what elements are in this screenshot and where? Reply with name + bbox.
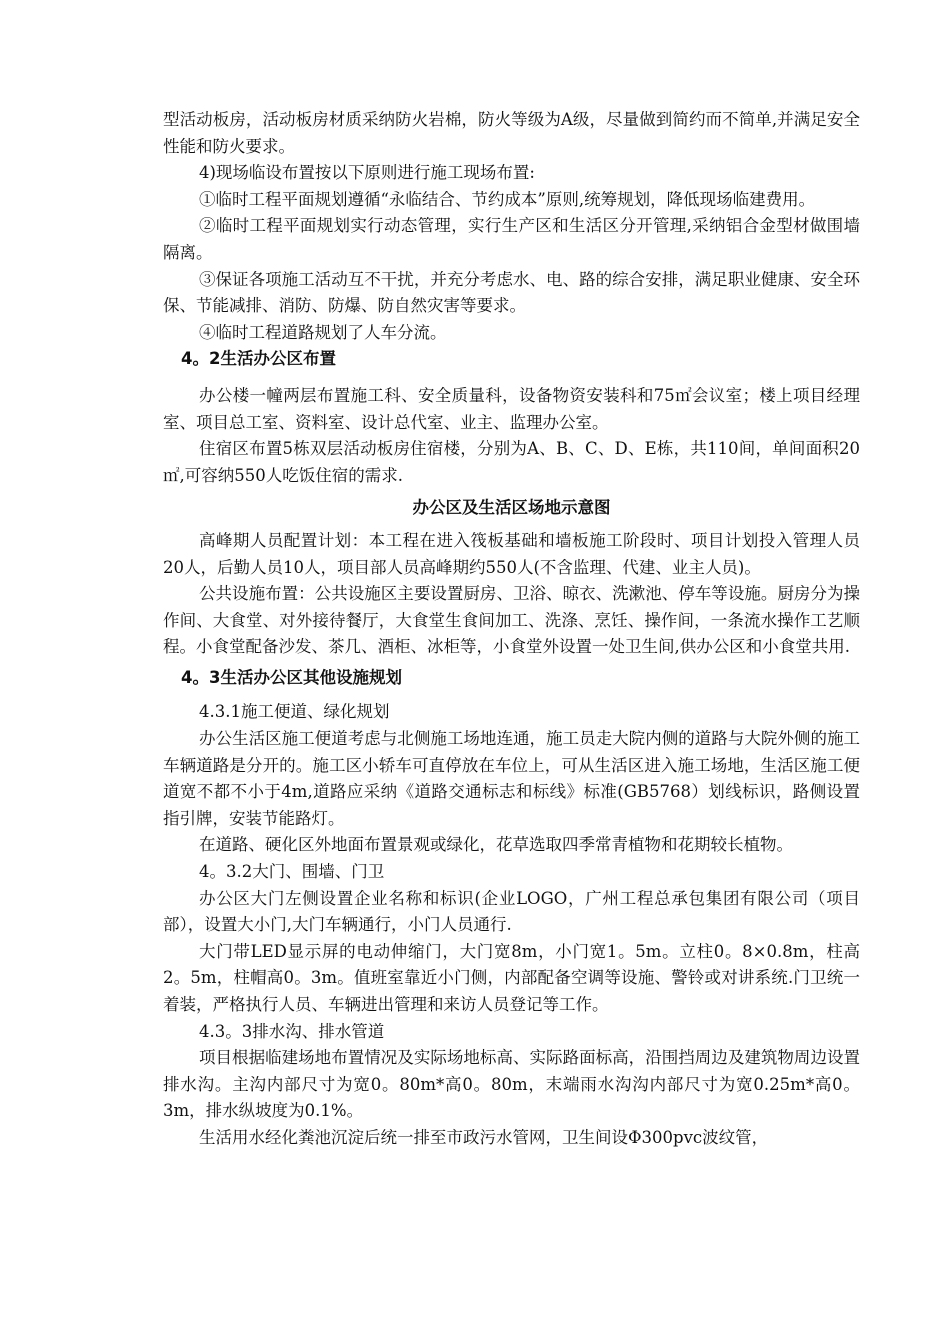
- paragraph-principle-4: ④临时工程道路规划了人车分流。: [199, 322, 447, 342]
- document-page: [163, 107, 860, 1152]
- paragraph-gate-spec: 大门带LED显示屏的电动伸缩门，大门宽8m，小门宽1。5m。立柱0。8×0.8m，柱高2。5m，柱帽高0。3m。值班室靠近小门侧，内部配备空调等设施、警铃或对讲系统.门卫统一着装，严格执行人员、车辆进出管理和来访人员登记等工作。: [163, 941, 860, 1014]
- paragraph-office-building: 办公楼一幢两层布置施工科、安全质量科，设备物资安装科和75㎡会议室；楼上项目经理室、项目总工室、资料室、设计总代室、业主、监理办公室。: [163, 385, 860, 432]
- paragraph-dormitory: 住宿区布置5栋双层活动板房住宿楼，分别为A、B、C、D、E栋，共110间，单间面积20㎡,可容纳550人吃饭住宿的需求.: [163, 439, 860, 485]
- paragraph-staffing-plan: 高峰期人员配置计划：本工程在进入筏板基础和墙板施工阶段时、项目计划投入管理人员20人，后勤人员10人，项目部人员高峰期约550人(不含监理、代建、业主人员)。: [163, 530, 860, 577]
- paragraph-board-house: 型活动板房，活动板房材质采纳防火岩棉，防火等级为A级，尽量做到简约而不简单,并满足安全性能和防火要求。: [163, 110, 860, 156]
- paragraph-drainage-ditch: 项目根据临建场地布置情况及实际场地标高、实际路面标高，沿围挡周边及建筑物周边设置排水沟。主沟内部尺寸为宽0。80m*高0。80m，末端雨水沟沟内部尺寸为宽0.25m*高0。3m，排水纵坡度为0.1%。: [163, 1048, 860, 1121]
- paragraph-public-facilities: 公共设施布置：公共设施区主要设置厨房、卫浴、晾衣、洗漱池、停车等设施。厨房分为操作间、大食堂、对外接待餐厅，大食堂生食间加工、洗涤、烹饪、操作间，一条流水操作工艺顺程。小食堂配备沙发、茶几、酒柜、冰柜等，小食堂外设置一处卫生间,供办公区和小食堂共用.: [163, 584, 860, 657]
- paragraph-principle-2: ②临时工程平面规划实行动态管理，实行生产区和生活区分开管理,采纳铝合金型材做围墙隔离。: [163, 216, 860, 262]
- paragraph-access-road: 办公生活区施工便道考虑与北侧施工场地连通，施工员走大院内侧的道路与大院外侧的施工车辆道路是分开的。施工区小轿车可直停放在车位上，可从生活区进入施工场地，生活区施工便道宽不都不小于4m,道路应采纳《道路交通标志和标线》标准(GB5768）划线标识，路侧设置指引牌，安装节能路灯。: [163, 729, 860, 828]
- figure-caption: 办公区及生活区场地示意图: [412, 498, 611, 518]
- heading-4-3: 4。3生活办公区其他设施规划: [181, 667, 402, 687]
- paragraph-sewage: 生活用水经化粪池沉淀后统一排至市政污水管网，卫生间设Φ300pvc波纹管，: [199, 1127, 769, 1147]
- paragraph-principles-intro: 4)现场临设布置按以下原则进行施工现场布置:: [199, 163, 535, 183]
- subheading-4-3-1: 4.3.1施工便道、绿化规划: [199, 702, 390, 722]
- heading-4-2: 4。2生活办公区布置: [181, 349, 336, 369]
- subheading-4-3-2: 4。3.2大门、围墙、门卫: [199, 862, 385, 882]
- subheading-4-3-3: 4.3。3排水沟、排水管道: [199, 1021, 385, 1041]
- paragraph-gate-logo: 办公区大门左侧设置企业名称和标识(企业LOGO，广州工程总承包集团有限公司（项目部），设置大小门,大门车辆通行，小门人员通行.: [163, 888, 860, 935]
- paragraph-principle-1: ①临时工程平面规划遵循“永临结合、节约成本”原则,统筹规划，降低现场临建费用。: [199, 189, 816, 209]
- paragraph-principle-3: ③保证各项施工活动互不干扰，并充分考虑水、电、路的综合安排，满足职业健康、安全环保、节能减排、消防、防爆、防自然灾害等要求。: [163, 269, 860, 316]
- paragraph-greening: 在道路、硬化区外地面布置景观或绿化，花草选取四季常青植物和花期较长植物。: [199, 835, 793, 855]
